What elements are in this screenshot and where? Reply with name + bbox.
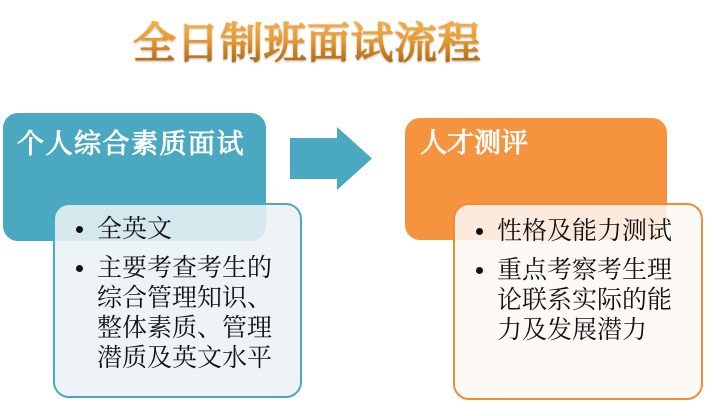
right-arrow-icon [290,127,372,190]
page-title: 全日制班面试流程 [133,21,481,68]
step1-bullet-list [55,205,300,374]
step1-detail-panel [53,203,302,398]
step2-detail-panel [453,203,703,400]
step1-bullet-1: • 全英文 [97,215,282,245]
step2-bullet-1: • 性格及能力测试 [497,217,683,247]
step1-heading: 个人综合素质面试 [17,129,245,159]
step2-bullet-2: • 重点考察考生理论联系实际的能力及发展潜力 [497,256,683,346]
step1-bullet-2: • 主要考查考生的综合管理知识、整体素质、管理潜质及英文水平 [97,254,282,374]
step2-heading: 人才测评 [420,128,528,158]
step2-bullet-list [455,205,701,346]
